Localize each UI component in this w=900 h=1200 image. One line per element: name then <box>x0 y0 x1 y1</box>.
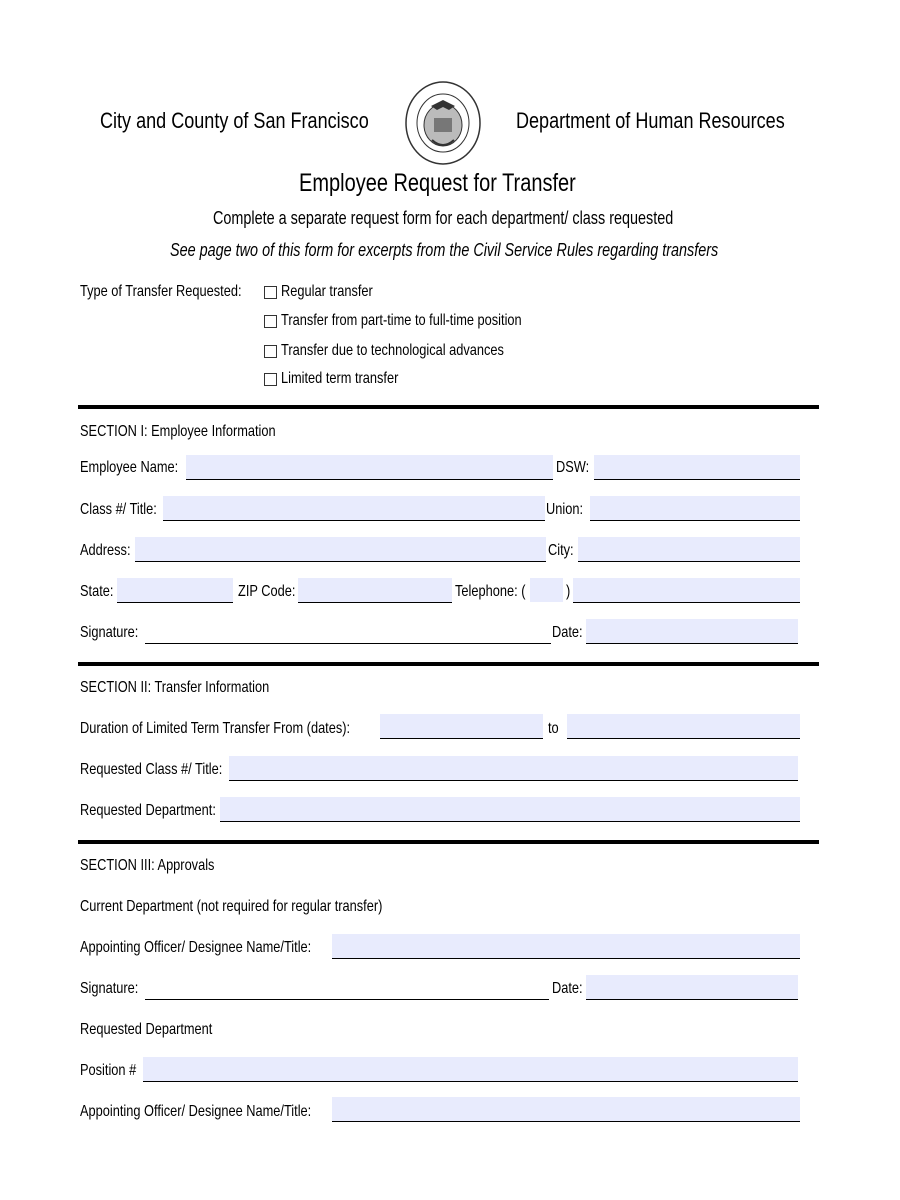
telephone-close-paren: ) <box>566 583 571 600</box>
signature-field[interactable] <box>145 619 551 644</box>
employee-name-label: Employee Name: <box>80 459 179 476</box>
form-note: See page two of this form for excerpts from the Civil Service Rules regarding transfers <box>170 240 719 260</box>
transfer-type-label: Type of Transfer Requested: <box>80 283 242 300</box>
zip-field[interactable] <box>298 578 452 603</box>
state-field[interactable] <box>117 578 233 603</box>
appointing-officer-label: Appointing Officer/ Designee Name/Title: <box>80 939 312 956</box>
section-2-heading: SECTION II: Transfer Information <box>80 679 270 696</box>
date-field[interactable] <box>586 619 798 644</box>
checkbox-technological[interactable] <box>264 345 277 358</box>
class-title-field[interactable] <box>163 496 545 521</box>
class-title-label: Class #/ Title: <box>80 501 157 518</box>
city-field[interactable] <box>578 537 800 562</box>
requested-class-field[interactable] <box>229 756 798 781</box>
position-label: Position # <box>80 1062 137 1079</box>
position-field[interactable] <box>143 1057 798 1082</box>
section-divider <box>78 840 819 844</box>
city-label: City: <box>548 542 574 559</box>
city-county-heading: City and County of San Francisco <box>100 108 369 133</box>
approval-signature-field[interactable] <box>145 975 549 1000</box>
zip-label: ZIP Code: <box>238 583 296 600</box>
option-label: Transfer due to technological advances <box>281 342 504 359</box>
requested-department-label: Requested Department: <box>80 802 216 819</box>
appointing-officer-2-label: Appointing Officer/ Designee Name/Title: <box>80 1103 312 1120</box>
duration-from-field[interactable] <box>380 714 543 739</box>
form-subtitle: Complete a separate request form for each department/ class requested <box>213 208 674 228</box>
appointing-officer-field[interactable] <box>332 934 800 959</box>
requested-department-heading: Requested Department <box>80 1021 213 1038</box>
area-code-field[interactable] <box>530 578 563 602</box>
section-3-heading: SECTION III: Approvals <box>80 857 215 874</box>
approval-date-field[interactable] <box>586 975 798 1000</box>
appointing-officer-2-field[interactable] <box>332 1097 800 1122</box>
requested-class-label: Requested Class #/ Title: <box>80 761 223 778</box>
telephone-field[interactable] <box>573 578 800 603</box>
employee-name-field[interactable] <box>186 455 553 480</box>
approval-date-label: Date: <box>552 980 583 997</box>
to-label: to <box>548 720 559 737</box>
dsw-field[interactable] <box>594 455 800 480</box>
union-label: Union: <box>546 501 583 518</box>
telephone-label: Telephone: ( <box>455 583 526 600</box>
checkbox-part-to-full-time[interactable] <box>264 315 277 328</box>
form-title: Employee Request for Transfer <box>299 169 576 197</box>
checkbox-limited-term[interactable] <box>264 373 277 386</box>
date-label: Date: <box>552 624 583 641</box>
option-label: Limited term transfer <box>281 370 399 387</box>
duration-to-field[interactable] <box>567 714 800 739</box>
duration-label: Duration of Limited Term Transfer From (dates): <box>80 720 351 737</box>
signature-label: Signature: <box>80 624 139 641</box>
state-label: State: <box>80 583 114 600</box>
requested-department-field[interactable] <box>220 797 800 822</box>
section-divider <box>78 405 819 409</box>
option-label: Transfer from part-time to full-time position <box>281 312 522 329</box>
dsw-label: DSW: <box>556 459 590 476</box>
option-label: Regular transfer <box>281 283 373 300</box>
address-label: Address: <box>80 542 131 559</box>
current-department-label: Current Department (not required for regular transfer) <box>80 898 383 915</box>
approval-signature-label: Signature: <box>80 980 139 997</box>
section-divider <box>78 662 819 666</box>
department-heading: Department of Human Resources <box>516 108 785 133</box>
section-1-heading: SECTION I: Employee Information <box>80 423 276 440</box>
address-field[interactable] <box>135 537 546 562</box>
checkbox-regular-transfer[interactable] <box>264 286 277 299</box>
union-field[interactable] <box>590 496 800 521</box>
city-seal-logo <box>404 80 482 166</box>
